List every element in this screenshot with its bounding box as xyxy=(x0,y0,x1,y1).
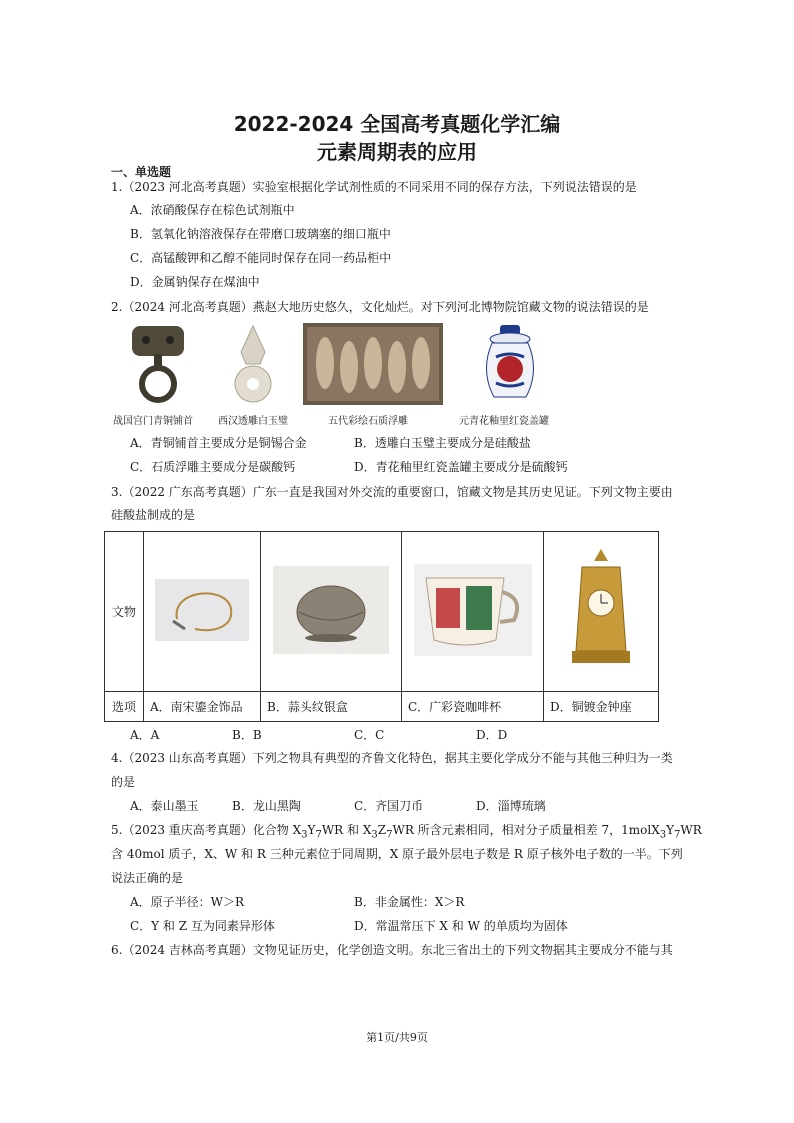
q3-answer-b: B．B xyxy=(232,728,262,742)
q2-option-c: C．石质浮雕主要成分是碳酸钙 xyxy=(130,460,296,474)
q3-table-option-c: C．广彩瓷咖啡杯 xyxy=(402,692,544,722)
gilded-chain-image xyxy=(155,579,249,641)
silver-box-image xyxy=(273,566,389,654)
q3-answer-d: D．D xyxy=(476,728,508,742)
doc-title: 2022-2024 全国高考真题化学汇编 xyxy=(233,112,561,136)
q4-stem-line2: 的是 xyxy=(111,775,136,789)
q2-option-a: A．青铜铺首主要成分是铜锡合金 xyxy=(130,436,307,450)
q3-table xyxy=(104,531,659,722)
q5-stem-line2: 含 40mol 质子，X、W 和 R 三种元素位于同周期，X 原子最外层电子数是 R 原子核外电子数的一半。下列 xyxy=(111,847,683,861)
bronze-knocker-image xyxy=(128,322,188,406)
q3-row-header-option: 选项 xyxy=(105,692,144,722)
q3-table-option-d: D．铜镀金钟座 xyxy=(544,692,659,722)
coffee-cup-image xyxy=(414,564,532,656)
doc-subtitle: 元素周期表的应用 xyxy=(317,140,477,164)
porcelain-jar-image xyxy=(478,323,542,407)
q3-answer-c: C．C xyxy=(354,728,385,742)
q5-stem-line3: 说法正确的是 xyxy=(111,871,184,885)
q2-caption-1: 战国宫门青铜铺首 xyxy=(113,416,193,427)
q5-option-a: A．原子半径：W＞R xyxy=(130,895,245,909)
q1-stem: 1.（2023 河北高考真题）实验室根据化学试剂性质的不同采用不同的保存方法，下列说法错误的是 xyxy=(111,180,637,194)
stone-relief-image xyxy=(303,323,443,405)
q3-stem-line2: 硅酸盐制成的是 xyxy=(111,508,196,522)
q3-table-option-b: B．蒜头纹银盒 xyxy=(261,692,402,722)
q2-caption-4: 元青花釉里红瓷盖罐 xyxy=(459,416,549,427)
q4-option-a: A．泰山墨玉 xyxy=(130,799,199,813)
q4-option-c: C．齐国刀币 xyxy=(354,799,424,813)
q2-stem: 2.（2024 河北高考真题）燕赵大地历史悠久，文化灿烂。对下列河北博物院馆藏文物的说法错误的是 xyxy=(111,300,649,314)
q3-answer-a: A．A xyxy=(130,728,160,742)
q4-option-b: B．龙山黑陶 xyxy=(232,799,301,813)
q5-option-d: D．常温常压下 X 和 W 的单质均为固体 xyxy=(354,919,568,933)
q5-option-c: C．Y 和 Z 互为同素异形体 xyxy=(130,919,275,933)
q1-option-a: A．浓硝酸保存在棕色试剂瓶中 xyxy=(130,203,295,217)
q5-stem-line1: 5.（2023 重庆高考真题）化合物 $X_3Y_7WR$ 和 $X_3Z_7WR$ 所含元素相同，相对分子质量相差 7，$1molX_3Y_7WR$ xyxy=(111,823,702,841)
q4-stem-line1: 4.（2023 山东高考真题）下列之物具有典型的齐鲁文化特色，据其主要化学成分不能与其他三种归为一类 xyxy=(111,751,673,765)
q2-caption-3: 五代彩绘石质浮雕 xyxy=(328,416,408,427)
q5-option-b: B．非金属性：X＞R xyxy=(354,895,465,909)
q3-row-header-artifact: 文物 xyxy=(105,532,144,692)
q2-option-b: B．透雕白玉璧主要成分是硅酸盐 xyxy=(354,436,531,450)
q4-option-d: D．淄博琉璃 xyxy=(476,799,546,813)
q1-option-b: B．氢氧化钠溶液保存在带磨口玻璃塞的细口瓶中 xyxy=(130,227,391,241)
q2-option-d: D．青花釉里红瓷盖罐主要成分是硫酸钙 xyxy=(354,460,568,474)
q1-option-d: D．金属钠保存在煤油中 xyxy=(130,275,260,289)
section-heading: 一、单选题 xyxy=(111,165,172,179)
page-footer: 第1页/共9页 xyxy=(366,1031,428,1044)
q2-caption-2: 西汉透雕白玉璧 xyxy=(218,416,288,427)
jade-bi-image xyxy=(230,324,276,406)
clock-stand-image xyxy=(568,547,634,673)
q3-stem-line1: 3.（2022 广东高考真题）广东一直是我国对外交流的重要窗口，馆藏文物是其历史见证。下列文物主要由 xyxy=(111,485,673,499)
q6-stem: 6.（2024 吉林高考真题）文物见证历史，化学创造文明。东北三省出土的下列文物据其主要成分不能与其 xyxy=(111,943,673,957)
q3-table-option-a: A．南宋鎏金饰品 xyxy=(144,692,261,722)
q1-option-c: C．高锰酸钾和乙醇不能同时保存在同一药品柜中 xyxy=(130,251,392,265)
